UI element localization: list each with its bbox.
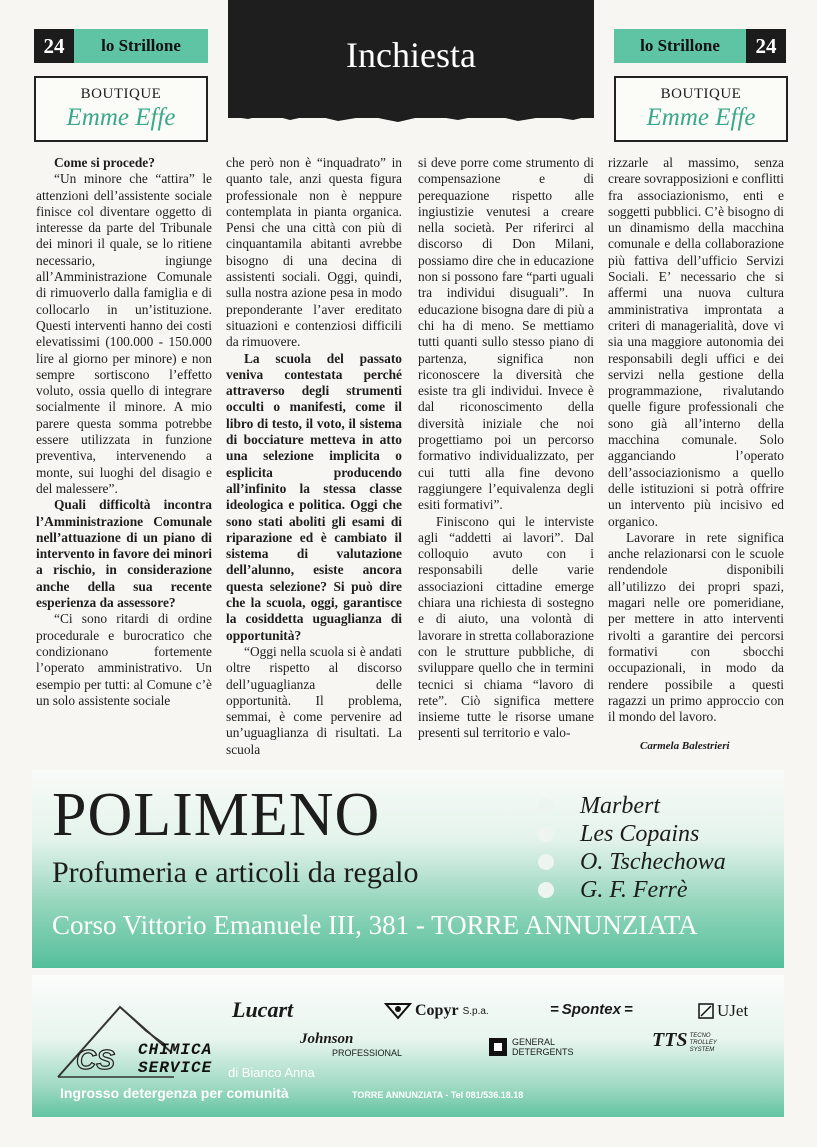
chimica-owner: di Bianco Anna (228, 1065, 315, 1080)
article-question: La scuola del passato veniva contestata perché attraverso degli strumenti occulti o manifesti, come il libro di testo, il voto, il sistema di bocciature metteva in atto una selezione implicita o esplicita producendo all’infinito la stessa classe ideologica e politica. Oggi che sono stati aboliti gli esami di riparazione ed è cambiato il sistema di valutazione dell’alunno, esiste ancora questa selezione? Si può dire che la scuola, oggi, garantisce la cosiddetta uguaglianza di opportunità? (226, 350, 402, 643)
chimica-slogan: Ingrosso detergenza per comunità (60, 1085, 289, 1101)
johnson-logo: Johnson PROFESSIONAL (300, 1031, 403, 1058)
article-question: Come si procede? (54, 155, 155, 170)
bullet-icon (538, 854, 554, 870)
chimica-name: CHIMICA SERVICE (138, 1041, 213, 1077)
section-banner (228, 0, 594, 118)
lucart-logo: Lucart (232, 997, 294, 1022)
chimica-service-advert (32, 975, 784, 1117)
polimeno-advert (32, 770, 784, 968)
svg-text:CS: CS (76, 1044, 115, 1075)
general-detergents-logo: GENERAL DETERGENTS (488, 1037, 574, 1057)
spontex-logo: = Spontex = (550, 1001, 633, 1018)
article-column-4 (608, 155, 784, 725)
boutique-label: BOUTIQUE (80, 86, 162, 102)
brand-item: G. F. Ferrè (538, 876, 726, 904)
chimica-contact: TORRE ANNUNZIATA - Tel 081/536.18.18 (352, 1090, 524, 1100)
brand-item: Les Copains (538, 820, 726, 848)
boutique-name: Emme Effe (66, 104, 176, 131)
article-paragraph: “Oggi nella scuola si è andati oltre rispetto al discorso dell’uguaglianza delle opportunità. Il problema, semmai, è come pervenire ad un’uguaglianza di risultati. La scuola (226, 643, 402, 757)
page-number-left: 24 (34, 29, 74, 63)
article-question: Quali difficoltà incontra l’Amministrazione Comunale nell’attuazione di un piano di intervento in favore dei minori a rischio, in considerazione anche della sua recente esperienza da assessore? (36, 497, 212, 611)
copyr-logo: Copyr S.p.a. (384, 1002, 489, 1020)
brand-item: O. Tschechowa (538, 848, 726, 876)
bullet-icon (538, 826, 554, 842)
ujet-mark-icon (698, 1003, 714, 1019)
article-paragraph: che però non è “inquadrato” in quanto tale, anzi questa figura professionale non è neppure contemplata in pianta organica. Pensi che una città con più di cinquantamila abitanti avrebbe bisogno di una decina di assistenti sociali. Oggi, quindi, sulla nostra azione pesa in modo preponderante l’aver ereditato situazioni e contenziosi difficili da rimuovere. (226, 155, 402, 350)
torn-edge (228, 110, 594, 124)
article-column-2 (226, 155, 402, 758)
article-column-1 (36, 155, 212, 709)
article-paragraph: Finiscono qui le interviste agli “addetti ai lavori”. Dal colloquio avuto con i responsabili delle varie associazioni cittadine emerge chiara una richiesta di sostegno e di aiuto, una volontà di lavorare in stretta collaborazione con le strutture pubbliche, di sviluppare quello che in termini tecnici si chiama “lavoro di rete”. Ciò significa mettere insieme tutte le risorse umane presenti sul territorio e valo- (418, 513, 594, 741)
boutique-ad-left (34, 76, 208, 142)
article-paragraph: “Ci sono ritardi di ordine procedurale e burocratico che condizionano fortemente l’operato amministrativo. Un esempio per tutti: al Comune c’è un solo assistente sociale (36, 611, 212, 708)
publication-name-left: lo Strillone (74, 29, 208, 63)
publication-name-right: lo Strillone (614, 29, 746, 63)
general-detergents-mark-icon (488, 1037, 508, 1057)
page-number-right: 24 (746, 29, 786, 63)
bullet-icon (538, 882, 554, 898)
article-paragraph: rizzarle al massimo, senza creare sovrapposizioni e conflitti fra associazionismo, enti e soggetti pubblici. C’è bisogno di un dinamismo della macchina comunale e della collaborazione più fattiva dell’ufficio Servizi Sociali. E’ necessario che si affermi una nuova cultura amministrativa improntata a criteri di managerialità, dove vi sia una maggiore autonomia dei responsabili degli uffici e dei servizi nella gestione della programmazione, rivalutando quelle figure professionali che sono già all’interno della macchina comunale. Solo agganciando l’operato dell’associazionismo a quello delle istituzioni si potrà offrire un intervento più incisivo ed organico. (608, 155, 784, 529)
boutique-name: Emme Effe (646, 104, 756, 131)
article-paragraph: “Un minore che “attira” le attenzioni dell’assistente sociale finisce col diventare oggetto di interesse da parte del Tribunale dei minori il quale, se lo ritiene necessario, ingiunge all’Amministrazione Comunale di rimuoverlo dalla famiglia e di collocarlo in un’istituzione. Questi interventi hanno dei costi elevatissimi (100.000 - 150.000 lire al giorno per minore) e non sempre sortiscono l’effetto voluto, ossia quello di integrare socialmente il minore. A mio parere questa somma potrebbe essere utilizzata in funzione preventiva, intervenendo a monte, sui luoghi del disagio e del malessere”. (36, 171, 212, 496)
bullet-icon (538, 798, 554, 814)
article-paragraph: si deve porre come strumento di compensazione e di perequazione rispetto alle ingiustizie venutesi a creare nella società. Per riferirci al discorso di Don Milani, possiamo dire che in educazione non si possono fare “parti uguali tra individui disuguali”. In educazione bisogna dare di più a chi ha di meno. Se mettiamo tutti quanti sullo stesso piano di partenza, significa non riconoscere la diversità che esiste tra gli individui. Invece è dal riconoscimento della diversità iniziale che noi progettiamo poi un percorso formativo individualizzato, per cui tutti alla fine devono raggiungere l’equivalenza degli esiti formativi”. (418, 155, 594, 513)
article-paragraph: Lavorare in rete significa anche relazionarsi con le scuole rendendole disponibili all’utilizzo dei propri spazi, magari nelle ore pomeridiane, per mettere in atto interventi rivolti a garantire dei percorsi formativi con sbocchi occupazionali, in modo da rendere possibile a questi ragazzi un primo approccio con il mondo del lavoro. (608, 529, 784, 725)
author-signature: Carmela Balestrieri (640, 740, 730, 752)
tts-logo: TTS TECNO TROLLEY SYSTEM (652, 1029, 717, 1053)
brand-list (538, 792, 726, 904)
polimeno-address: Corso Vittorio Emanuele III, 381 - TORRE ANNUNZIATA (52, 910, 698, 940)
boutique-label: BOUTIQUE (660, 86, 742, 102)
polimeno-tagline: Profumeria e articoli da regalo (52, 856, 419, 889)
polimeno-brand: POLIMENO (52, 781, 381, 849)
boutique-ad-right (614, 76, 788, 142)
copyr-mark-icon (384, 1002, 412, 1020)
brand-item: Marbert (538, 792, 726, 820)
ujet-logo: UJet (698, 1001, 748, 1021)
section-title: Inchiesta (346, 35, 476, 75)
article-column-3 (418, 155, 594, 742)
